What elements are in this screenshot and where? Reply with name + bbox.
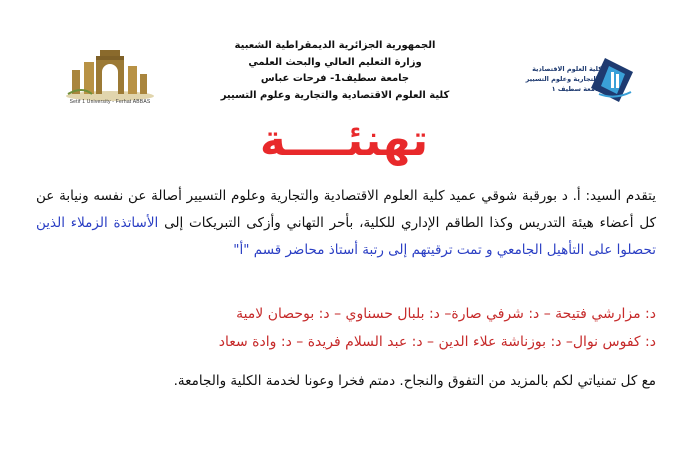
header-line-republic: الجمهورية الجزائرية الديمقراطية الشعبية	[234, 40, 436, 51]
congratulation-paragraph	[36, 183, 656, 264]
page-title: تهنئــــة	[259, 115, 429, 166]
header-line-ministry: وزارة التعليم العالي والبحث العلمي	[248, 56, 422, 68]
official-header	[210, 38, 460, 104]
closing-paragraph: مع كل تمنياتي لكم بالمزيد من التفوق والنجاح. دمتم فخرا وعونا لخدمة الكلية والجامعة.	[173, 373, 656, 389]
honorees-line-1: د: مزارشي فتيحة – د: شرفي صارة– د: بلبال حسناوي – د: بوحصان لامية	[236, 306, 656, 322]
header-line-university: جامعة سطيف1- فرحات عباس	[260, 73, 410, 84]
emblem-line-1: كلية العلوم الاقتصادية	[532, 65, 602, 73]
paragraph-highlight-text: الأساتذة الزملاء الذين تحصلوا على التأهيل الجامعي و تمت ترقيتهم إلى رتبة أستاذ محاضر قسم "أ"	[36, 215, 656, 258]
emblem-line-2: والتجارية وعلوم التسيير	[525, 75, 602, 83]
faculty-emblem-text	[512, 64, 602, 94]
honorees-line-2: د: كفوس نوال– د: بوزناشة علاء الدين – د: عبد السلام فريدة – د: وادة سعاد	[218, 334, 656, 350]
honorees-list	[36, 300, 656, 356]
paragraph-main-text: يتقدم السيد: أ. د بورقبة شوقي عميد كلية العلوم الاقتصادية والتجارية وعلوم التسيير أصالة عن نفسه ونيابة عن كل أعضاء هيئة التدريس وكذا الطاقم الإداري للكلية، بأحر التهاني وأزكى التبريكات إلى	[36, 188, 657, 231]
header-line-faculty: كلية العلوم الاقتصادية والتجارية وعلوم التسيير	[220, 89, 450, 101]
logo-left-caption: Setif 1 University - Ferhat ABBAS	[69, 99, 151, 105]
emblem-line-3: جامعة سطيف ١	[551, 85, 602, 93]
